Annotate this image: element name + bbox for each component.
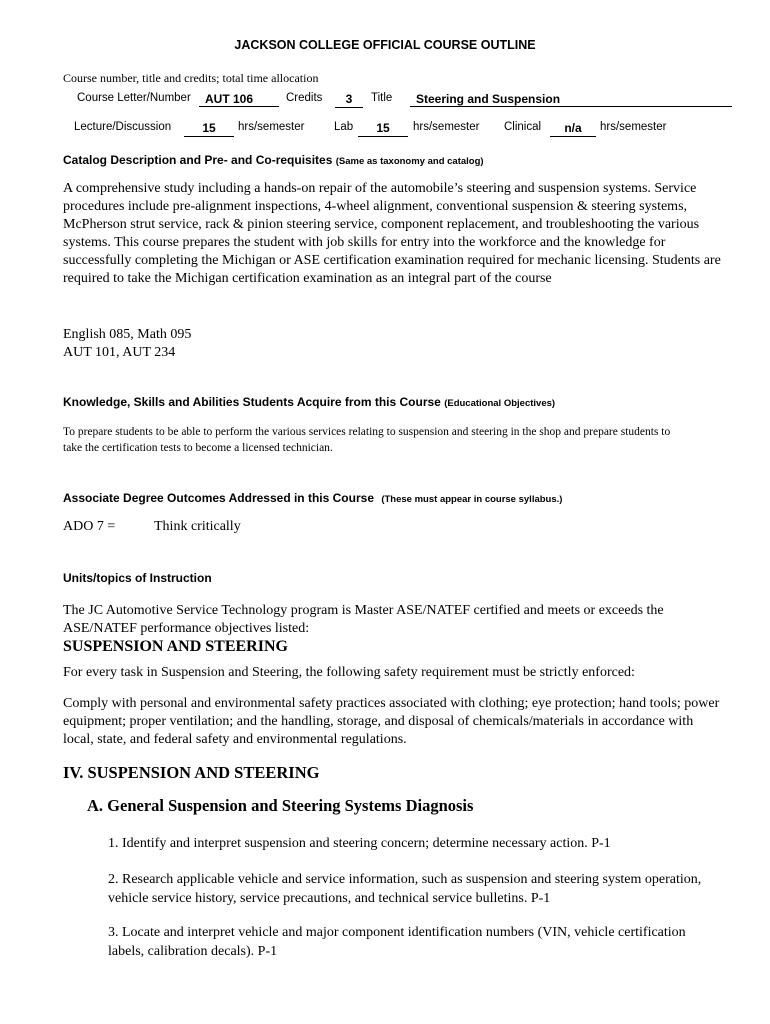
- ksa-heading: [63, 395, 555, 409]
- roman-heading: IV. SUSPENSION AND STEERING: [63, 763, 320, 782]
- course-title-field[interactable]: Steering and Suspension: [410, 92, 732, 107]
- clinical-hours-field[interactable]: n/a: [550, 121, 596, 137]
- catalog-heading: [63, 153, 484, 167]
- list-item: 3. Locate and interpret vehicle and major component identification numbers (VIN, vehicle certification labels, calibration decals). P-1: [108, 925, 686, 959]
- clinical-label: Clinical: [504, 121, 542, 133]
- catalog-description: A comprehensive study including a hands-on repair of the automobile’s steering and suspension systems. Service procedures include pre-alignment inspections, 4-wheel alignment, conventional suspension & steering systems, McPherson strut service, rack & pinion steering service, component replacement, and troubleshooting the various systems. This course prepares the student with job skills for entry into the workforce and the knowledge for successfully completing the Michigan or ASE certification examination required for mechanic licensing. Students are required to take the Michigan certification examination as an integral part of the course: [63, 181, 721, 286]
- ksa-heading-text: Knowledge, Skills and Abilities Students Acquire from this Course: [63, 395, 441, 409]
- units-heading: Units/topics of Instruction: [63, 571, 212, 585]
- course-letter-number-label: Course Letter/Number: [77, 92, 191, 104]
- safety-text: Comply with personal and environmental safety practices associated with clothing; eye protection; hand tools; power equipment; proper ventilation; and the handling, storage, and disposal of chemicals/materials in accordance with local, state, and federal safety and environmental regulations.: [63, 696, 720, 747]
- list-item: 2. Research applicable vehicle and service information, such as suspension and steering system operation, vehicle service history, service precautions, and technical service bulletins. P-1: [108, 872, 702, 906]
- ado-heading: [63, 491, 562, 505]
- credits-label: Credits: [286, 92, 323, 104]
- ado-heading-text: Associate Degree Outcomes Addressed in this Course: [63, 491, 374, 505]
- ksa-heading-note: (Educational Objectives): [444, 398, 556, 409]
- prerequisites-line-1: English 085, Math 095: [63, 327, 192, 342]
- units-intro: The JC Automotive Service Technology program is Master ASE/NATEF certified and meets or exceeds the ASE/NATEF performance objectives listed:: [63, 603, 664, 636]
- document-title: JACKSON COLLEGE OFFICIAL COURSE OUTLINE: [234, 38, 536, 52]
- safety-intro: For every task in Suspension and Steering, the following safety requirement must be strictly enforced:: [63, 665, 635, 680]
- lecture-unit: hrs/semester: [238, 121, 305, 133]
- sub-heading: A. General Suspension and Steering Systems Diagnosis: [87, 796, 474, 815]
- course-title-label: Title: [371, 92, 393, 104]
- lab-unit: hrs/semester: [413, 121, 480, 133]
- catalog-heading-text: Catalog Description and Pre- and Co-requisites: [63, 153, 333, 167]
- list-item: 1. Identify and interpret suspension and steering concern; determine necessary action. P-1: [108, 836, 611, 851]
- ado-outcome: Think critically: [154, 519, 241, 534]
- lecture-label: Lecture/Discussion: [74, 121, 172, 133]
- prerequisites-line-2: AUT 101, AUT 234: [63, 345, 176, 360]
- clinical-unit: hrs/semester: [600, 121, 667, 133]
- catalog-heading-note: (Same as taxonomy and catalog): [335, 156, 484, 167]
- lab-label: Lab: [334, 121, 354, 133]
- section-title: SUSPENSION AND STEERING: [63, 638, 288, 655]
- ksa-text: To prepare students to be able to perform the various services relating to suspension and steering in the shop and prepare students to take the certification tests to become a licensed technician.: [63, 426, 671, 454]
- credits-field[interactable]: 3: [335, 92, 363, 108]
- lab-hours-field[interactable]: 15: [358, 121, 408, 137]
- lecture-hours-field[interactable]: 15: [184, 121, 234, 137]
- course-info-label: Course number, title and credits; total time allocation: [63, 71, 319, 85]
- course-letter-number-field[interactable]: AUT 106: [199, 92, 279, 107]
- ado-code: ADO 7 =: [63, 519, 116, 534]
- ado-heading-note: (These must appear in course syllabus.): [381, 494, 563, 505]
